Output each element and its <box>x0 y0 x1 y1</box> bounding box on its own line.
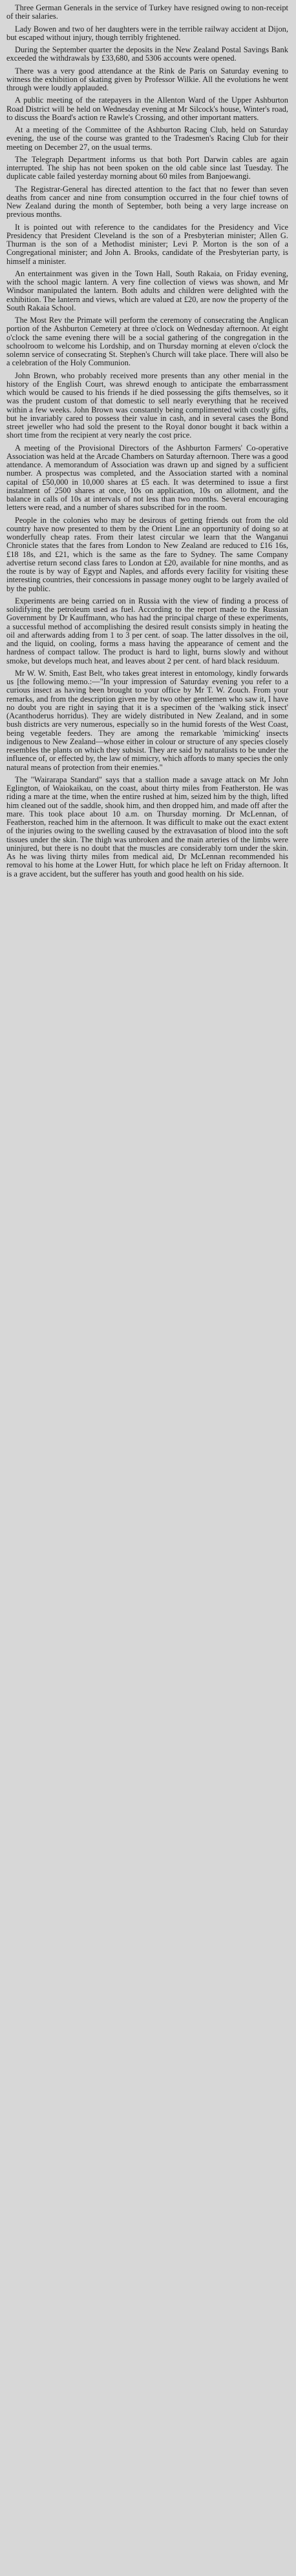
news-paragraph-registrar-general: The Registrar-General has directed attention to the fact that no fewer than seven deaths from cancer and nine from consumption occurred in the four chief towns of New Zealand during the month of September, both being a very large increase on previous months. <box>6 184 288 219</box>
news-paragraph-telegraph-cables: The Telegraph Department informs us that both Port Darwin cables are again interrupted. The ship has not been spoken on the old cable since last Tuesday. The duplicate cable failed yesterday morning about 60 miles from Banjoewangi. <box>6 154 288 181</box>
news-paragraph-south-rakaia: An entertainment was given in the Town Hall, South Rakaia, on Friday evening, with the school magic lantern. A very fine collection of views was shown, and Mr Windsor manipulated the lantern. Both adults and children were delighted with the exhibition. The lantern and views, which are valued at £20, are now the property of the South Rakaia School. <box>6 269 288 312</box>
news-paragraph-lady-bowen: Lady Bowen and two of her daughters were in the terrible railway accident at Dijon, but escaped without injury, though terribly frightened. <box>6 24 288 42</box>
news-paragraph-walking-stick-insect: Mr W. W. Smith, East Belt, who takes great interest in entomology, kindly forwards us [the following memo.:—"In your impression of Saturday evening you refer to a curious insect as having been brought to your office by Mr T. W. Zouch. From your remarks, and from the description given me by two other gentlemen who saw it, I have no doubt you are right in saying that it is a specimen of the 'walking stick insect' (Acanthoderus horridus). They are widely distributed in New Zealand, and in some bush districts are very numerous, especially so in the humid forests of the West Coast, being vegetable feeders. They are among the remarkable 'mimicking' insects indigenous to New Zealand—whose either in colour or structure of any species closely resembles the plants on which they subsist. They are said by naturalists to be under the influence of, or effected by, the law of mimicry, which affords to many species the only natural means of protection from their enemies." <box>6 668 288 772</box>
news-paragraph-postal-savings: During the September quarter the deposits in the New Zealand Postal Savings Bank exceeded the withdrawals by £33,680, and 5306 accounts were opened. <box>6 45 288 63</box>
news-paragraph-rink-de-paris: There was a very good attendance at the Rink de Paris on Saturday evening to witness the exhibition of skating given by Professor Wilkie. All the evolutions he went through were loudly applauded. <box>6 66 288 92</box>
news-paragraph-orient-line: People in the colonies who may be desirous of getting friends out from the old country have now presented to them by the Orient Line an opportunity of doing so at wonderfully cheap rates. From their latest circular we learn that the Wanganui Chronicle states that the fares from London to New Zealand are reduced to £16 16s, £18 18s, and £21, which is the same as the fare to Sydney. The same Company advertise return second class fares to London at £20, available for nine months, and as the route is by way of Egypt and Naples, and affords every facility for visiting these interesting countries, their concessions in passage money ought to be largely availed of by the public. <box>6 515 288 593</box>
news-paragraph-racing-club: At a meeting of the Committee of the Ashburton Racing Club, held on Saturday evening, the use of the course was granted to the Tradesmen's Racing Club for their meeting on December 27, on the usual terms. <box>6 125 288 152</box>
news-paragraph-john-brown: John Brown, who probably received more presents than any other menial in the history of the English Court, was shrewd enough to anticipate the embarrassment which would be caused to his friends if he died possessing the gifts themselves, so it was the prudent custom of that domestic to sell nearly everything that he received within a few weeks. John Brown was constantly being complimented with costly gifts, but he invariably cared to possess their value in cash, and in several cases the Bond street jeweller who had sold the present to the Royal donor bought it back within a short time from the recipient at very nearly the cost price. <box>6 370 288 440</box>
news-column <box>6 4 288 878</box>
news-paragraph-allenton-meeting: A public meeting of the ratepayers in the Allenton Ward of the Upper Ashburton Road District will be held on Wednesday evening at Mr Silcock's house, Winter's road, to discuss the Board's action re Rawle's Crossing, and other important matters. <box>6 96 288 122</box>
news-paragraph-farmers-cooperative: A meeting of the Provisional Directors of the Ashburton Farmers' Co-operative Association was held at the Arcade Chambers on Saturday afternoon. There was a good attendance. A memorandum of Association was drawn up and signed by a sufficient number. A prospectus was completed, and the Association started with a nominal capital of £50,000 in 10,000 shares at £5 each. It was determined to issue a first instalment of 2500 shares at once, 10s on application, 10s on allotment, and the balance in calls of 10s at intervals of not less than two months. Several encouraging letters were read, and a number of shares subscribed for in the room. <box>6 443 288 512</box>
news-paragraph-russian-petroleum: Experiments are being carried on in Russia with the view of finding a process of solidifying the petroleum used as fuel. According to the report made to the Russian Government by Dr Kauffmann, who has had the principal charge of these experiments, a successful method of accomplishing the desired result consists simply in heating the oil and afterwards adding from 1 to 3 per cent. of soap. The latter dissolves in the oil, and the liquid, on cooling, forms a mass having the appearance of cement and the hardness of compact tallow. The product is hard to light, burns slowly and without smoke, but develops much heat, and leaves about 2 per cent. of hard black residuum. <box>6 596 288 665</box>
news-paragraph-turkey-generals: Three German Generals in the service of Turkey have resigned owing to non-receipt of their salaries. <box>6 3 288 21</box>
news-paragraph-stallion-attack: The "Wairarapa Standard" says that a stallion made a savage attack on Mr John Eglington, of Waiokaikau, on the coast, about thirty miles from Featherston. He was riding a mare at the time, when the entire rushed at him, seized him by the thigh, lifted him cleaned out of the saddle, shook him, and then dropped him, and made off after the mare. This took place about 10 a.m. on Thursday morning. Dr McLennan, of Featherston, reached him in the afternoon. It was difficult to make out the exact extent of the injuries owing to the swelling caused by the extravasation of blood into the soft tissues under the skin. The thigh was unbroken and the main arteries of the limbs were uninjured, but there is no doubt that the muscles are considerably torn under the skin. As he was living thirty miles from medical aid, Dr McLennan recommended his removal to his home at the Lower Hutt, for which place he left on Friday afternoon. It is a grave accident, but the sufferer has youth and good health on his side. <box>6 775 288 878</box>
news-paragraph-primate-cemetery: The Most Rev the Primate will perform the ceremony of consecrating the Anglican portion of the Ashburton Cemetery at three o'clock on Wednesday afternoon. At eight o'clock the same evening there will be a social gathering of the congregation in the schoolroom to welcome his Lordship, and on Thursday morning at eleven o'clock the solemn service of consecrating St. Stephen's Church will take place. There will also be a celebration of the Holy Communion. <box>6 316 288 368</box>
news-paragraph-candidates: It is pointed out with reference to the candidates for the Presidency and Vice Presidency that President Cleveland is the son of a Presbyterian minister; Allen G. Thurman is the son of a Methodist minister; Levi P. Morton is the son of a Congregational minister; and John A. Brooks, candidate of the Presbyterian party, is himself a minister. <box>6 222 288 266</box>
